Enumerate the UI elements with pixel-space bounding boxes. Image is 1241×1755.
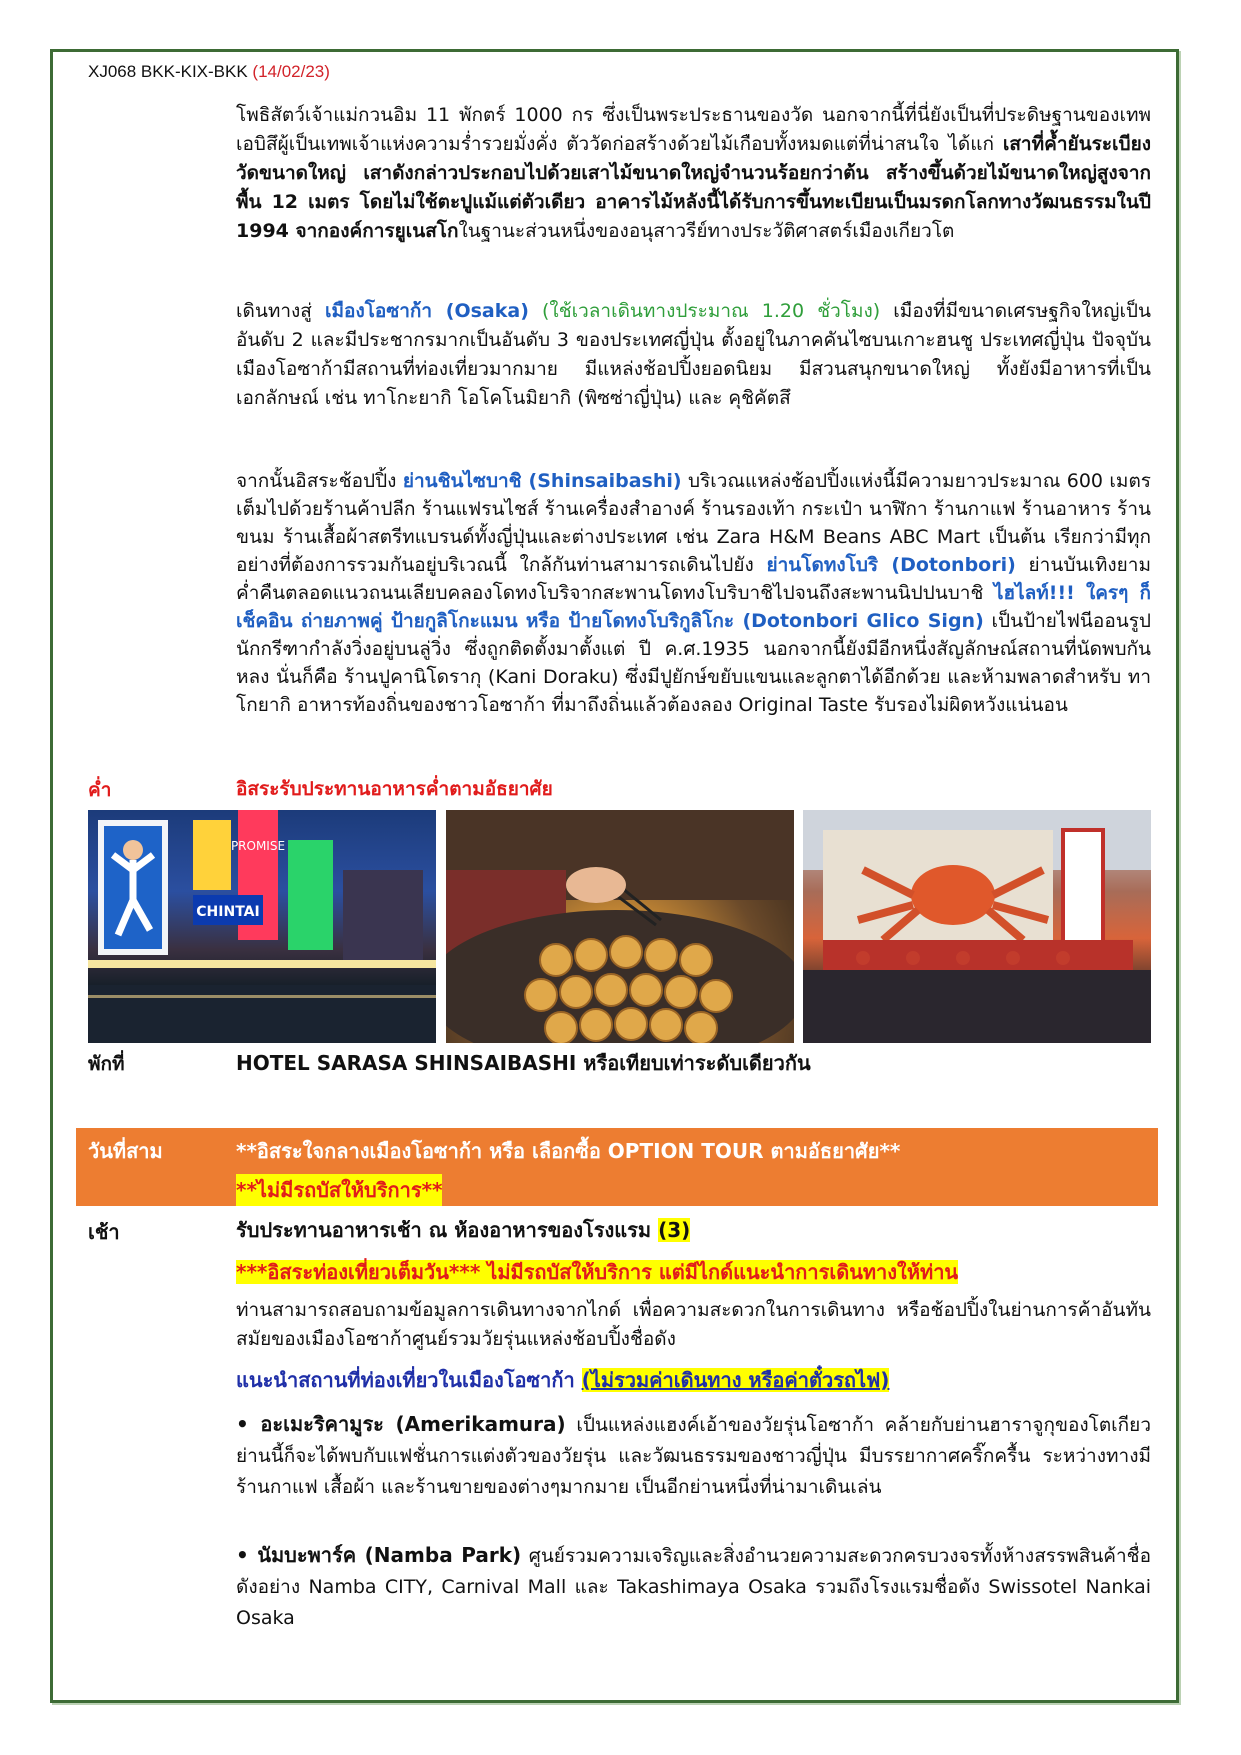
dinner-info: อิสระรับประทานอาหารค่ำตามอัธยาศัย xyxy=(236,778,553,800)
meal-number: (3) xyxy=(658,1218,691,1242)
chintai-sign-text: CHINTAI xyxy=(196,904,260,920)
recommend-note: (ไม่รวมค่าเดินทาง หรือค่าตั๋วรถไฟ) xyxy=(581,1368,890,1392)
day3-title-bar xyxy=(76,1128,1158,1168)
dinner-label: ค่ำ xyxy=(88,779,112,801)
tour-code: XJ068 BKK-KIX-BKK xyxy=(88,62,248,81)
intro-paragraph-3 xyxy=(236,467,1151,719)
guide-info-text: ท่านสามารถสอบถามข้อมูลการเดินทางจากไกด์ เพื่อความสะดวกในการเดินทาง หรือช้อปปิ้งในย่านการค้าอันทันสมัยของเมืองโอซาก้าศูนย์รวมวัยรุ่นแหล่งช้อบปิ้งชื่อดัง xyxy=(236,1299,1151,1350)
text: โพธิสัตว์เจ้าแม่กวนอิม 11 พักตร์ 1000 กร ซึ่งเป็นพระประธานของวัด นอกจากนี้ที่นี่ยังเป็นที่ประดิษฐานของเทพเอบิสึผู้เป็นเทพเจ้าแห่งความร่ำรวยมั่งคั่ง ตัววัดก่อสร้างด้วยไม้เกือบทั้งหมดแต่ที่น่าสนใจ ได้แก่ xyxy=(236,104,1151,155)
amerikamura-text: เป็นแหล่งแฮงค์เอ้าของวัยรุ่นโอซาก้า คล้ายกับย่านฮาราจูกุของโตเกียว ย่านนี้ก็จะได้พบกับแฟชั่นการแต่งตัวของวัยรุ่น และวัฒนธรรมของชาวญี่ปุ่น มีบรรยากาศคริ๊กครื้น ระหว่างทางมีร้านกาแฟ เสื้อผ้า และร้านขายของต่างๆมากมาย เป็นอีกย่านหนึ่งที่น่ามาเดินเล่น xyxy=(236,1414,1151,1498)
shinsaibashi-name: ย่านชินไซบาชิ (Shinsaibashi) xyxy=(402,470,682,492)
namba-park-text: ศูนย์รวมความเจริญและสิ่งอำนวยความสะดวกครบวงจรทั้งห้างสรรพสินค้าชื่อดังอย่าง Namba CITY, Carnival Mall และ Takashimaya Osaka รวมถึงโรงแรมชื่อดัง Swissotel Nankai Osaka xyxy=(236,1545,1151,1629)
recommend-line xyxy=(236,1366,1151,1395)
day3-title: **อิสระใจกลางเมืองโอซาก้า หรือ เลือกซื้อ OPTION TOUR ตามอัธยาศัย** xyxy=(236,1139,901,1163)
intro-paragraph-1 xyxy=(236,101,1151,246)
namba-park-bullet xyxy=(236,1540,1151,1634)
breakfast-text: รับประทานอาหารเช้า ณ ห้องอาหารของโรงแรม xyxy=(236,1218,659,1242)
recommend-text: แนะนำสถานที่ท่องเที่ยวในเมืองโอซาก้า xyxy=(236,1368,582,1392)
free-day-text: ***อิสระท่องเที่ยวเต็มวัน*** ไม่มีรถบัสให้บริการ แต่มีไกด์แนะนำการเดินทางให้ท่าน xyxy=(236,1260,959,1284)
tour-date: (14/02/23) xyxy=(252,62,330,81)
hotel-suffix: หรือเทียบเท่าระดับเดียวกัน xyxy=(576,1051,811,1075)
text: เป็นป้ายไฟนีออนรูปนักกรีฑากำลังวิ่งอยู่บนลู่วิ่ง ซึ่งถูกติดตั้งมาตั้งแต่ ปี ค.ศ.1935 นอกจากนี้ยังมีอีกหนึ่งสัญลักษณ์สถานที่นัดพบกันหลง นั่นก็คือ ร้านปูคานิโดรากุ (Kani Doraku) ซึ่งมีปูยักษ์ขยับแขนและลูกตาได้อีกด้วย และห้ามพลาดสำหรับ ทาโกยากิ อาหารท้องถิ่นของชาวโอซาก้า ที่มาถึงถิ่นแล้วต้องลอง Original Taste รับรองไม่ผิดหวังแน่นอน xyxy=(236,610,1151,716)
intro-paragraph-2 xyxy=(236,297,1151,413)
promise-sign-text: PROMISE xyxy=(230,839,286,853)
text: บริเวณแหล่งช้อปปิ้งแห่งนี้มีความยาวประมาณ 600 เมตร เต็มไปด้วยร้านค้าปลีก ร้านแฟรนไชส์ ร้านเครื่องสำอางค์ ร้านรองเท้า กระเป๋า นาฬิกา ร้านกาแฟ ร้านอาหาร ร้านขนม ร้านเสื้อผ้าสตรีทแบรนด์ทั้งญี่ปุ่นและต่างประเทศ เช่น Zara H&M Beans ABC Mart เป็นต้น เรียกว่ามีทุกอย่างที่ต้องการรวมกันอยู่บริเวณนี้ ใกล้กันท่านสามารถเดินไปยัง xyxy=(236,470,1151,576)
text: จากนั้นอิสระช้อปปิ้ง xyxy=(236,470,403,492)
day3-note-bar xyxy=(76,1168,1158,1206)
guide-info-paragraph xyxy=(236,1296,1151,1354)
day3-label: วันที่สาม xyxy=(88,1139,163,1163)
no-bus-note: **ไม่มีรถบัสให้บริการ** xyxy=(236,1174,442,1206)
free-day-line xyxy=(236,1258,1151,1287)
namba-park-title: • นัมบะพาร์ค (Namba Park) xyxy=(236,1543,522,1567)
dotonbori-name: ย่านโดทงโบริ (Dotonbori) xyxy=(766,554,1016,576)
document-header xyxy=(88,62,330,82)
kani-doraku-photo xyxy=(803,810,1151,1043)
travel-time: (ใช้เวลาเดินทางประมาณ 1.20 ชั่วโมง) xyxy=(528,300,881,322)
glico-highlight: ไฮไลท์!!! ใครๆ ก็เช็คอิน ถ่ายภาพคู่ ป้ายกูลิโกะแมน หรือ ป้ายโดทงโบริกูลิโกะ (Dotonbori Glico Sign) xyxy=(236,582,1151,632)
breakfast-line xyxy=(236,1216,1151,1245)
morning-label: เช้า xyxy=(88,1220,120,1244)
text: ย่านบันเทิงยามค่ำคืนตลอดแนวถนนเลียบคลองโดทงโบริจากสะพานโดทงโบริบาชิไปจนถึงสะพานนิปปนบาชิ xyxy=(236,554,1151,604)
takoyaki-photo xyxy=(446,810,794,1043)
amerikamura-title: • อะเมะริคามูระ (Amerikamura) xyxy=(236,1412,566,1436)
stay-label: พักที่ xyxy=(88,1053,125,1075)
amerikamura-bullet xyxy=(236,1409,1151,1503)
hotel-info xyxy=(236,1049,1151,1078)
text: เดินทางสู่ xyxy=(236,300,326,322)
photo-strip xyxy=(88,810,1151,1043)
dinner-text xyxy=(236,775,1151,804)
hotel-name: HOTEL SARASA SHINSAIBASHI xyxy=(236,1051,577,1075)
osaka-city-name: เมืองโอซาก้า (Osaka) xyxy=(325,300,529,322)
text: ในฐานะส่วนหนึ่งของอนุสาวรีย์ทางประวัติศาสตร์เมืองเกียวโต xyxy=(458,220,955,242)
glico-sign-photo xyxy=(88,810,436,1043)
text: เมืองที่มีขนาดเศรษฐกิจใหญ่เป็นอันดับ 2 และมีประชากรมากเป็นอันดับ 3 ของประเทศญี่ปุ่น ตั้งอยู่ในภาคคันไซบนเกาะฮนชู ประเทศญี่ปุ่น ปัจจุบันเมืองโอซาก้ามีสถานที่ท่องเที่ยวมากมาย มีแหล่งช้อปปิ้งยอดนิยม มีสวนสนุกขนาดใหญ่ ทั้งยังมีอาหารที่เป็นเอกลักษณ์ เช่น ทาโกะยากิ โอโคโนมิยากิ (พิซซ่าญี่ปุ่น) และ คุชิคัตสึ xyxy=(236,300,1151,409)
bold-text: เสาที่ค้ำยันระเบียงวัดขนาดใหญ่ เสาดังกล่าวประกอบไปด้วยเสาไม้ขนาดใหญ่จำนวนร้อยกว่าต้น สร้างขึ้นด้วยไม้ขนาดใหญ่สูงจากพื้น 12 เมตร โดยไม่ใช้ตะปูแม้แต่ตัวเดียว อาคารไม้หลังนี้ได้รับการขึ้นทะเบียนเป็นมรดกโลกทางวัฒนธรรมในปี 1994 จากองค์การยูเนสโก xyxy=(236,133,1151,242)
